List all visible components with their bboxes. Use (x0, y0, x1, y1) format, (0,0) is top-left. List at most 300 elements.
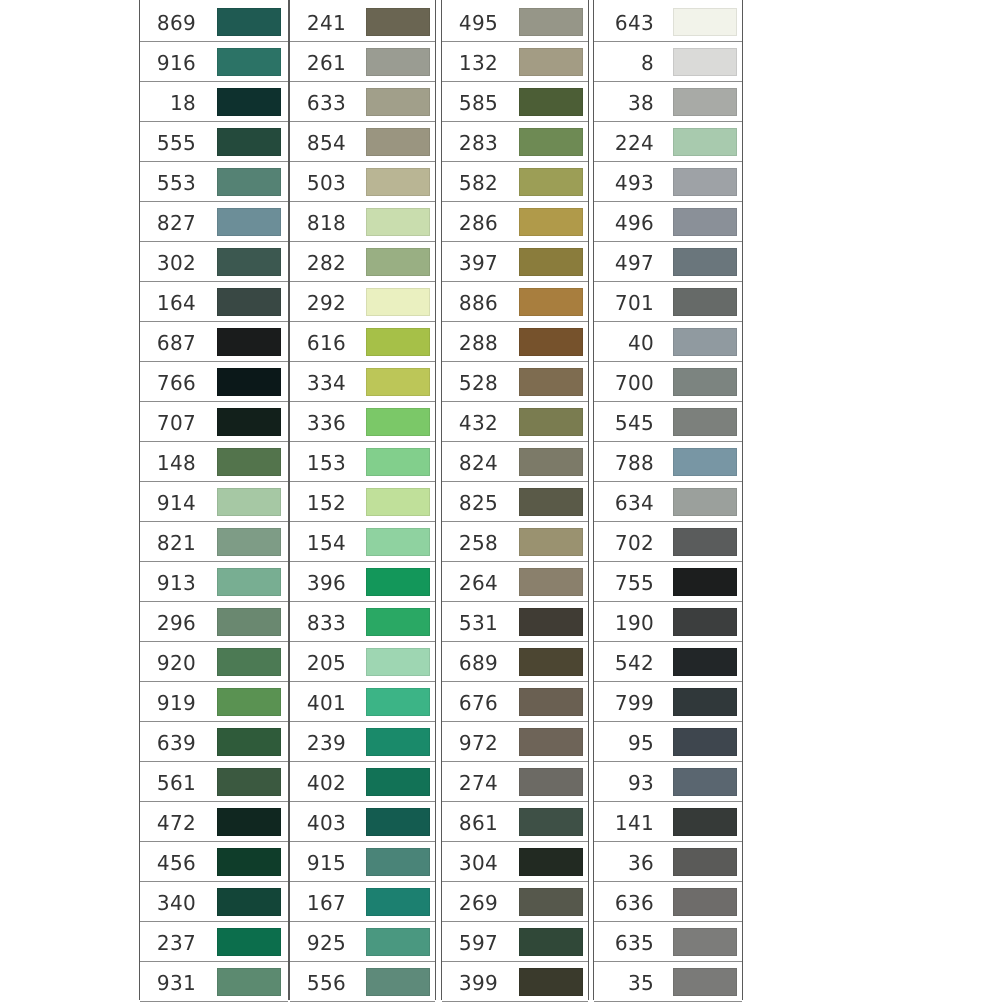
color-swatch (217, 848, 281, 876)
color-column (441, 0, 589, 1000)
color-swatch (217, 88, 281, 116)
color-swatch (366, 248, 430, 276)
color-cell (140, 282, 288, 322)
color-swatch (673, 808, 737, 836)
color-swatch (519, 968, 583, 996)
color-cell (442, 82, 588, 122)
color-code: 799 (614, 691, 654, 715)
color-swatch (366, 128, 430, 156)
color-code: 493 (614, 171, 654, 195)
color-cell (290, 522, 435, 562)
color-swatch (673, 448, 737, 476)
color-code: 582 (458, 171, 498, 195)
color-swatch (217, 808, 281, 836)
color-code: 788 (614, 451, 654, 475)
color-swatch (217, 288, 281, 316)
color-swatch (366, 208, 430, 236)
color-code: 555 (156, 131, 196, 155)
color-code: 639 (156, 731, 196, 755)
color-cell (140, 562, 288, 602)
color-cell (140, 82, 288, 122)
color-swatch (366, 8, 430, 36)
color-cell (594, 442, 742, 482)
color-cell (442, 42, 588, 82)
color-cell (290, 922, 435, 962)
color-swatch (366, 408, 430, 436)
color-swatch (519, 368, 583, 396)
color-code: 141 (614, 811, 654, 835)
color-cell (442, 562, 588, 602)
color-cell (140, 322, 288, 362)
color-cell (442, 882, 588, 922)
color-cell (594, 402, 742, 442)
color-swatch (519, 328, 583, 356)
color-code: 825 (458, 491, 498, 515)
color-code: 282 (306, 251, 346, 275)
color-cell (290, 962, 435, 1002)
color-code: 167 (306, 891, 346, 915)
color-swatch (217, 968, 281, 996)
color-cell (594, 962, 742, 1002)
color-cell (442, 242, 588, 282)
color-code: 296 (156, 611, 196, 635)
color-cell (290, 802, 435, 842)
color-swatch (519, 888, 583, 916)
color-code: 224 (614, 131, 654, 155)
color-swatch (519, 608, 583, 636)
color-cell (290, 882, 435, 922)
color-cell (140, 522, 288, 562)
color-code: 8 (640, 51, 654, 75)
color-swatch (217, 448, 281, 476)
color-code: 292 (306, 291, 346, 315)
color-code: 503 (306, 171, 346, 195)
color-cell (290, 642, 435, 682)
color-swatch (673, 88, 737, 116)
color-swatch (673, 648, 737, 676)
color-swatch (673, 288, 737, 316)
color-swatch (366, 688, 430, 716)
color-swatch (217, 128, 281, 156)
color-swatch (217, 928, 281, 956)
color-swatch (673, 728, 737, 756)
color-cell (290, 842, 435, 882)
color-cell (290, 482, 435, 522)
color-cell (290, 282, 435, 322)
color-swatch (217, 608, 281, 636)
color-cell (594, 82, 742, 122)
color-cell (290, 82, 435, 122)
color-code: 264 (458, 571, 498, 595)
color-code: 239 (306, 731, 346, 755)
color-code: 190 (614, 611, 654, 635)
color-code: 676 (458, 691, 498, 715)
color-code: 886 (458, 291, 498, 315)
color-code: 827 (156, 211, 196, 235)
color-swatch (217, 368, 281, 396)
color-swatch (519, 848, 583, 876)
color-swatch (519, 168, 583, 196)
color-cell (594, 362, 742, 402)
color-code: 283 (458, 131, 498, 155)
color-swatch (519, 88, 583, 116)
color-swatch (366, 808, 430, 836)
color-cell (140, 242, 288, 282)
color-cell (140, 802, 288, 842)
color-cell (140, 202, 288, 242)
color-swatch (519, 128, 583, 156)
color-code: 861 (458, 811, 498, 835)
color-code: 132 (458, 51, 498, 75)
color-swatch (673, 128, 737, 156)
color-swatch (519, 808, 583, 836)
color-swatch (519, 208, 583, 236)
color-code: 237 (156, 931, 196, 955)
color-swatch (217, 528, 281, 556)
color-swatch (519, 248, 583, 276)
color-swatch (217, 728, 281, 756)
color-cell (594, 282, 742, 322)
color-cell (442, 842, 588, 882)
color-code: 496 (614, 211, 654, 235)
color-cell (442, 522, 588, 562)
color-code: 528 (458, 371, 498, 395)
color-cell (594, 642, 742, 682)
color-cell (140, 762, 288, 802)
color-cell (442, 2, 588, 42)
color-code: 597 (458, 931, 498, 955)
color-code: 972 (458, 731, 498, 755)
color-swatch (519, 928, 583, 956)
color-cell (140, 482, 288, 522)
color-code: 818 (306, 211, 346, 235)
color-swatch (673, 248, 737, 276)
color-code: 401 (306, 691, 346, 715)
color-code: 915 (306, 851, 346, 875)
color-code: 542 (614, 651, 654, 675)
color-swatch (519, 648, 583, 676)
color-code: 931 (156, 971, 196, 995)
color-cell (140, 842, 288, 882)
color-cell (290, 682, 435, 722)
color-column (139, 0, 289, 1000)
color-cell (594, 322, 742, 362)
color-swatch (519, 568, 583, 596)
color-code: 286 (458, 211, 498, 235)
color-cell (290, 322, 435, 362)
color-cell (594, 522, 742, 562)
color-swatch (366, 328, 430, 356)
color-cell (594, 562, 742, 602)
color-code: 258 (458, 531, 498, 555)
color-swatch (217, 768, 281, 796)
color-swatch (217, 248, 281, 276)
color-code: 93 (627, 771, 654, 795)
color-swatch (366, 848, 430, 876)
color-cell (594, 162, 742, 202)
color-code: 766 (156, 371, 196, 395)
color-cell (290, 242, 435, 282)
color-cell (442, 362, 588, 402)
color-column (593, 0, 743, 1000)
color-code: 40 (627, 331, 654, 355)
color-swatch (519, 688, 583, 716)
color-code: 833 (306, 611, 346, 635)
color-swatch (217, 8, 281, 36)
color-code: 432 (458, 411, 498, 435)
color-code: 396 (306, 571, 346, 595)
color-swatch (673, 168, 737, 196)
color-cell (442, 682, 588, 722)
color-swatch (519, 528, 583, 556)
color-swatch (673, 368, 737, 396)
color-swatch (217, 208, 281, 236)
color-code: 495 (458, 11, 498, 35)
color-column (289, 0, 436, 1000)
color-code: 261 (306, 51, 346, 75)
color-swatch (366, 88, 430, 116)
color-swatch (366, 48, 430, 76)
color-swatch (217, 488, 281, 516)
color-cell (442, 202, 588, 242)
color-cell (594, 762, 742, 802)
color-cell (442, 162, 588, 202)
color-code: 687 (156, 331, 196, 355)
color-code: 634 (614, 491, 654, 515)
color-code: 340 (156, 891, 196, 915)
color-cell (290, 202, 435, 242)
color-swatch (673, 328, 737, 356)
color-code: 399 (458, 971, 498, 995)
color-cell (290, 402, 435, 442)
color-swatch (217, 48, 281, 76)
color-code: 824 (458, 451, 498, 475)
color-cell (442, 122, 588, 162)
color-swatch (366, 648, 430, 676)
color-swatch (673, 888, 737, 916)
color-cell (290, 762, 435, 802)
color-swatch (366, 168, 430, 196)
color-code: 497 (614, 251, 654, 275)
color-cell (290, 602, 435, 642)
color-cell (442, 482, 588, 522)
color-swatch (673, 928, 737, 956)
color-cell (442, 442, 588, 482)
color-code: 35 (627, 971, 654, 995)
color-code: 531 (458, 611, 498, 635)
color-cell (594, 242, 742, 282)
color-swatch (673, 968, 737, 996)
color-code: 241 (306, 11, 346, 35)
color-swatch (366, 768, 430, 796)
color-swatch (673, 608, 737, 636)
color-code: 643 (614, 11, 654, 35)
color-swatch (217, 688, 281, 716)
color-swatch (673, 208, 737, 236)
color-cell (442, 802, 588, 842)
color-swatch (217, 568, 281, 596)
color-code: 916 (156, 51, 196, 75)
color-code: 925 (306, 931, 346, 955)
color-swatch (217, 888, 281, 916)
color-swatch (673, 568, 737, 596)
color-swatch (217, 328, 281, 356)
color-cell (442, 602, 588, 642)
color-code: 336 (306, 411, 346, 435)
color-code: 636 (614, 891, 654, 915)
color-cell (140, 882, 288, 922)
color-swatch (366, 888, 430, 916)
color-code: 456 (156, 851, 196, 875)
color-code: 616 (306, 331, 346, 355)
color-code: 152 (306, 491, 346, 515)
color-swatch (366, 608, 430, 636)
color-cell (442, 922, 588, 962)
color-code: 545 (614, 411, 654, 435)
color-swatch (673, 688, 737, 716)
color-code: 38 (627, 91, 654, 115)
color-swatch (519, 8, 583, 36)
color-cell (140, 722, 288, 762)
color-swatch (673, 8, 737, 36)
color-cell (594, 882, 742, 922)
color-cell (442, 962, 588, 1002)
color-cell (290, 562, 435, 602)
color-swatch (217, 408, 281, 436)
color-cell (140, 442, 288, 482)
color-swatch (366, 488, 430, 516)
color-cell (140, 122, 288, 162)
color-code: 402 (306, 771, 346, 795)
color-code: 154 (306, 531, 346, 555)
color-code: 755 (614, 571, 654, 595)
color-cell (290, 442, 435, 482)
color-cell (140, 42, 288, 82)
color-code: 18 (169, 91, 196, 115)
color-cell (290, 362, 435, 402)
color-code: 205 (306, 651, 346, 675)
color-cell (594, 482, 742, 522)
color-code: 821 (156, 531, 196, 555)
color-swatch (217, 648, 281, 676)
color-cell (594, 202, 742, 242)
color-swatch (366, 928, 430, 956)
color-cell (442, 722, 588, 762)
color-code: 869 (156, 11, 196, 35)
color-cell (290, 122, 435, 162)
color-swatch (519, 408, 583, 436)
color-cell (594, 802, 742, 842)
color-code: 914 (156, 491, 196, 515)
color-swatch (519, 48, 583, 76)
color-code: 920 (156, 651, 196, 675)
color-code: 304 (458, 851, 498, 875)
color-code: 553 (156, 171, 196, 195)
color-cell (442, 322, 588, 362)
color-code: 689 (458, 651, 498, 675)
color-code: 913 (156, 571, 196, 595)
color-code: 36 (627, 851, 654, 875)
color-code: 95 (627, 731, 654, 755)
color-swatch (673, 408, 737, 436)
color-code: 585 (458, 91, 498, 115)
color-swatch (519, 728, 583, 756)
color-cell (594, 722, 742, 762)
color-code: 148 (156, 451, 196, 475)
color-code: 403 (306, 811, 346, 835)
color-cell (290, 42, 435, 82)
color-cell (594, 682, 742, 722)
color-code: 700 (614, 371, 654, 395)
color-code: 854 (306, 131, 346, 155)
color-swatch (519, 448, 583, 476)
color-cell (140, 682, 288, 722)
color-code: 334 (306, 371, 346, 395)
color-swatch (673, 488, 737, 516)
color-cell (140, 602, 288, 642)
color-code: 472 (156, 811, 196, 835)
color-swatch (366, 448, 430, 476)
color-swatch (519, 288, 583, 316)
color-swatch (366, 968, 430, 996)
color-code: 919 (156, 691, 196, 715)
color-cell (442, 402, 588, 442)
color-code: 164 (156, 291, 196, 315)
color-cell (140, 162, 288, 202)
color-code: 397 (458, 251, 498, 275)
color-code: 269 (458, 891, 498, 915)
color-swatch (366, 368, 430, 396)
color-cell (594, 2, 742, 42)
color-swatch (366, 528, 430, 556)
color-cell (140, 642, 288, 682)
color-swatch (673, 768, 737, 796)
color-swatch (217, 168, 281, 196)
color-cell (140, 362, 288, 402)
color-code: 153 (306, 451, 346, 475)
color-code: 288 (458, 331, 498, 355)
color-code: 302 (156, 251, 196, 275)
color-cell (290, 722, 435, 762)
color-cell (140, 962, 288, 1002)
color-cell (140, 2, 288, 42)
color-code: 274 (458, 771, 498, 795)
color-swatch (366, 288, 430, 316)
color-cell (442, 762, 588, 802)
color-cell (594, 602, 742, 642)
color-cell (594, 922, 742, 962)
color-cell (290, 162, 435, 202)
color-cell (594, 42, 742, 82)
color-code: 561 (156, 771, 196, 795)
color-cell (594, 122, 742, 162)
color-swatch (673, 48, 737, 76)
color-cell (442, 642, 588, 682)
color-cell (140, 922, 288, 962)
color-swatch (366, 728, 430, 756)
color-swatch (673, 848, 737, 876)
color-swatch (673, 528, 737, 556)
color-code: 707 (156, 411, 196, 435)
color-cell (290, 2, 435, 42)
color-code: 635 (614, 931, 654, 955)
color-code: 556 (306, 971, 346, 995)
color-cell (442, 282, 588, 322)
color-swatch (519, 488, 583, 516)
color-cell (140, 402, 288, 442)
color-swatch (519, 768, 583, 796)
color-code: 701 (614, 291, 654, 315)
